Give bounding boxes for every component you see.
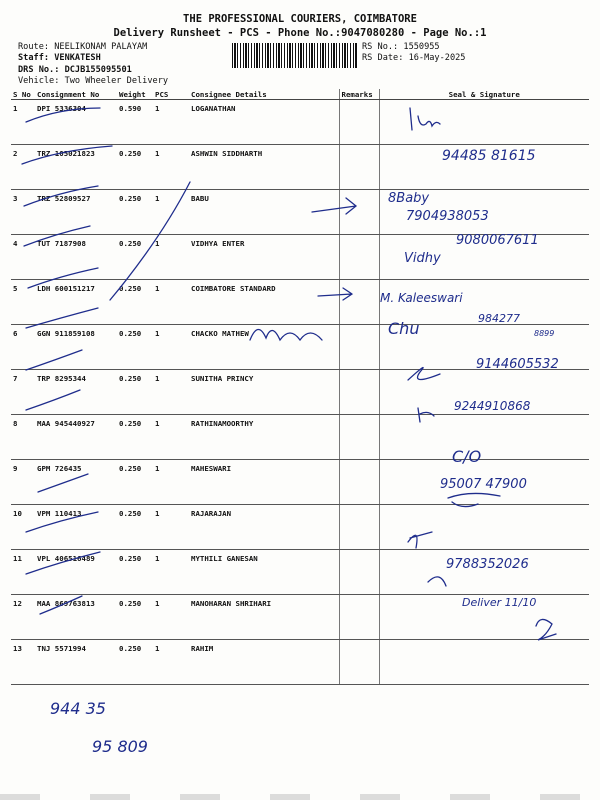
cell-consignment: VPM 110413 xyxy=(35,505,117,550)
cell-weight: 0.250 xyxy=(117,595,153,640)
tick-mark xyxy=(26,512,98,532)
cell-weight: 0.250 xyxy=(117,235,153,280)
col-sno: S No xyxy=(11,89,35,100)
cell-pcs: 1 xyxy=(153,280,189,325)
cell-pcs: 1 xyxy=(153,640,189,685)
cell-pcs: 1 xyxy=(153,370,189,415)
cell-sno: 13 xyxy=(11,640,35,685)
staff-label: Staff: VENKATESH xyxy=(18,53,101,63)
tick-mark xyxy=(26,390,80,410)
signature-scribble xyxy=(428,577,446,586)
cell-consignee: SUNITHA PRINCY xyxy=(189,370,339,415)
cell-consignee: CHACKO MATHEW xyxy=(189,325,339,370)
cell-consignment: MAA 945440927 xyxy=(35,415,117,460)
hw-bottom-num2: 95 809 xyxy=(92,737,148,756)
hw-row6-num: 984277 xyxy=(478,312,520,325)
cell-weight: 0.250 xyxy=(117,505,153,550)
cell-consignment: TNJ 5571994 xyxy=(35,640,117,685)
cell-pcs: 1 xyxy=(153,100,189,145)
cell-weight: 0.250 xyxy=(117,280,153,325)
cell-sno: 11 xyxy=(11,550,35,595)
cell-weight: 0.250 xyxy=(117,370,153,415)
signature-scribble xyxy=(408,532,432,548)
vehicle-label: Vehicle: Two Wheeler Delivery xyxy=(18,76,169,86)
cell-sno: 2 xyxy=(11,145,35,190)
cell-consignee: RATHINAMOORTHY xyxy=(189,415,339,460)
cell-weight: 0.250 xyxy=(117,550,153,595)
col-signature: Seal & Signature xyxy=(379,89,589,100)
hw-row6-name: M. Kaleeswari xyxy=(380,291,463,305)
col-pcs: PCS xyxy=(153,89,189,100)
cell-consignee: RAJARAJAN xyxy=(189,505,339,550)
cell-pcs: 1 xyxy=(153,190,189,235)
cell-weight: 0.250 xyxy=(117,325,153,370)
cell-consignee: MANOHARAN SHRIHARI xyxy=(189,595,339,640)
tick-mark xyxy=(26,552,100,574)
cell-pcs: 1 xyxy=(153,550,189,595)
arrow-icon xyxy=(312,198,356,214)
hw-bottom-num1: 944 35 xyxy=(50,699,106,718)
rs-number: RS No.: 1550955 xyxy=(362,42,440,52)
signature-scribble xyxy=(408,368,440,381)
col-consignment: Consignment No xyxy=(35,89,117,100)
hw-row9-mark: C/O xyxy=(452,447,482,466)
tick-marks xyxy=(22,108,190,614)
route-label: Route: NEELIKONAM PALAYAM xyxy=(18,42,148,52)
hw-row2-phone: 94485 81615 xyxy=(442,148,536,164)
hw-row6-extra: Chu xyxy=(388,319,420,338)
hw-row3-name: 8Baby xyxy=(388,191,430,206)
cell-consignee: ASHWIN SIDDHARTH xyxy=(189,145,339,190)
cell-consignee: RAHIM xyxy=(189,640,339,685)
signature-scribble xyxy=(536,619,556,640)
cell-pcs: 1 xyxy=(153,505,189,550)
cell-weight: 0.250 xyxy=(117,640,153,685)
cell-weight: 0.250 xyxy=(117,415,153,460)
col-remarks: Remarks xyxy=(339,89,379,100)
signature-scribble xyxy=(410,108,440,130)
hw-row13-note: Deliver 11/10 xyxy=(462,596,537,609)
cell-weight: 0.250 xyxy=(117,460,153,505)
hw-row7-phone: 9144605532 xyxy=(476,357,559,372)
tick-mark xyxy=(40,596,82,614)
cell-sno: 3 xyxy=(11,190,35,235)
tick-mark xyxy=(26,350,82,370)
hw-row12-phone: 9788352026 xyxy=(446,557,529,572)
cell-consignment: TRZ 105021823 xyxy=(35,145,117,190)
signature-scribble xyxy=(418,408,434,422)
cell-consignment: VPL 406516489 xyxy=(35,550,117,595)
drs-number: DRS No.: DCJB155095501 xyxy=(18,65,132,75)
cell-sno: 4 xyxy=(11,235,35,280)
cell-pcs: 1 xyxy=(153,325,189,370)
long-stroke xyxy=(110,182,190,300)
scan-edge xyxy=(0,794,600,800)
arrow-icon xyxy=(318,288,352,300)
hw-row4-name: Vidhy xyxy=(404,251,441,266)
cell-pcs: 1 xyxy=(153,235,189,280)
col-weight: Weight xyxy=(117,89,153,100)
cell-pcs: 1 xyxy=(153,415,189,460)
signature-scribble xyxy=(448,493,500,506)
signature-scribble xyxy=(250,329,322,340)
tick-mark xyxy=(26,308,98,328)
cell-sno: 8 xyxy=(11,415,35,460)
cell-sno: 6 xyxy=(11,325,35,370)
cell-consignee: BABU xyxy=(189,190,339,235)
col-consignee: Consignee Details xyxy=(189,89,339,100)
cell-sno: 9 xyxy=(11,460,35,505)
runsheet-subtitle: Delivery Runsheet - PCS - Phone No.:9047080280 - Page No.:1 xyxy=(113,27,487,39)
cell-sno: 1 xyxy=(11,100,35,145)
cell-consignment: GPM 726435 xyxy=(35,460,117,505)
tick-mark xyxy=(24,186,98,206)
cell-sno: 10 xyxy=(11,505,35,550)
cell-consignee: MAHESWARI xyxy=(189,460,339,505)
hw-row3-phone: 7904938053 xyxy=(406,209,489,224)
cell-pcs: 1 xyxy=(153,145,189,190)
cell-consignment: DPI 5336304 xyxy=(35,100,117,145)
cell-sno: 7 xyxy=(11,370,35,415)
cell-consignee: VIDHYA ENTER xyxy=(189,235,339,280)
cell-consignment: TRP 8295344 xyxy=(35,370,117,415)
cell-consignment: MAA 869763813 xyxy=(35,595,117,640)
hw-row6-num2: 8899 xyxy=(534,329,555,338)
cell-weight: 0.590 xyxy=(117,100,153,145)
hw-row4-phone: 9080067611 xyxy=(456,233,539,248)
cell-sno: 5 xyxy=(11,280,35,325)
cell-consignee: LOGANATHAN xyxy=(189,100,339,145)
cell-consignee: COIMBATORE STANDARD xyxy=(189,280,339,325)
cell-consignment: TUT 7187908 xyxy=(35,235,117,280)
cell-weight: 0.250 xyxy=(117,145,153,190)
cell-consignment: LDH 600151217 xyxy=(35,280,117,325)
tick-mark xyxy=(38,474,88,492)
tick-mark xyxy=(24,226,90,246)
tick-mark xyxy=(22,146,112,164)
tick-mark xyxy=(28,268,98,288)
cell-consignment: GGN 911859108 xyxy=(35,325,117,370)
cell-consignee: MYTHILI GANESAN xyxy=(189,550,339,595)
hw-row8-phone: 9244910868 xyxy=(454,399,531,413)
cell-weight: 0.250 xyxy=(117,190,153,235)
cell-consignment: TRZ 52809527 xyxy=(35,190,117,235)
cell-pcs: 1 xyxy=(153,595,189,640)
cell-sno: 12 xyxy=(11,595,35,640)
rs-date: RS Date: 16-May-2025 xyxy=(362,53,466,63)
hw-row10-phone: 95007 47900 xyxy=(440,477,527,492)
tick-mark xyxy=(26,108,100,122)
company-title: THE PROFESSIONAL COURIERS, COIMBATORE xyxy=(183,13,417,25)
cell-pcs: 1 xyxy=(153,460,189,505)
